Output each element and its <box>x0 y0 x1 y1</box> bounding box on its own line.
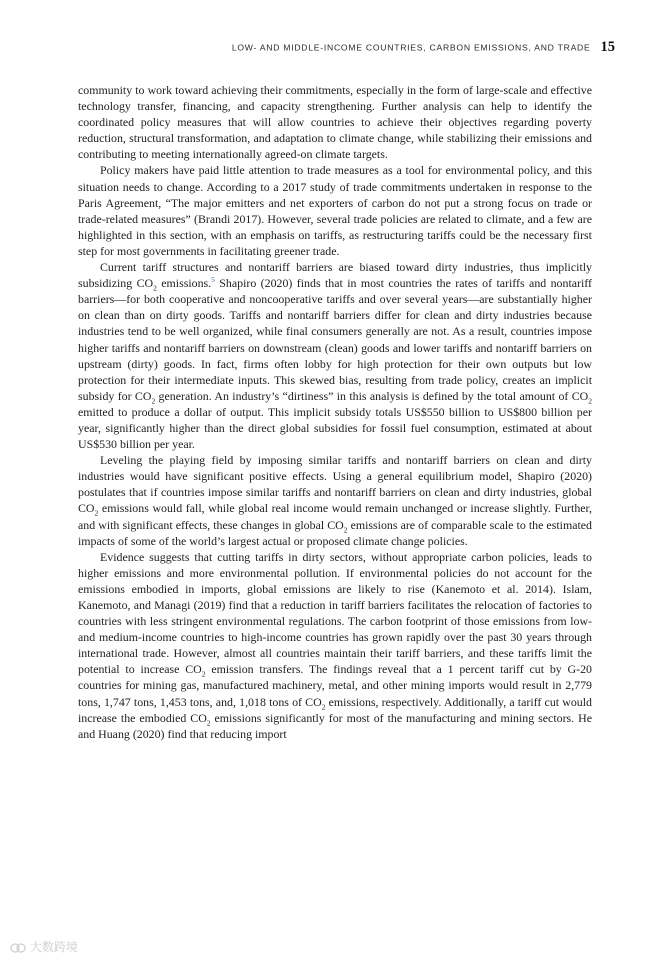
paragraph <box>78 549 592 742</box>
subscript: 2 <box>151 396 156 406</box>
subscript: 2 <box>321 701 326 711</box>
text-run: emission transfers. The findings reveal that a 1 percent tariff cut by G-20 countries for mining gas, manufactured machinery, metal, and other mining imports would result in 2,779 tons, 1,747 tons, 1,453 tons, and, 1,018 tons of CO <box>78 662 592 709</box>
text-run: Policy makers have paid little attention to trade measures as a tool for environmental policy, and this situation needs to change. According to a 2017 study of trade commitments undertaken in response to the Paris Agreement, “The major emitters and net exporters of carbon do not put a strong focus on trade or trade-related measures” (Brandi 2017). However, several trade policies are related to climate, and a few are highlighted in this section, with an emphasis on tariffs, as restructuring tariffs could be the necessary first step for most governments in facilitating greener trade. <box>78 163 592 258</box>
text-run: emissions significantly for most of the manufacturing and mining sectors. He and Huang (2020) find that reducing import <box>78 710 592 741</box>
watermark <box>10 938 78 955</box>
text-run: emissions. <box>156 276 212 291</box>
paragraph <box>78 452 592 549</box>
subscript: 2 <box>153 283 157 293</box>
text-run: community to work toward achieving their commitments, especially in the form of large-scale and effective technology transfer, financing, and capacity strengthening. Further analysis can help to identify the coordinated policy measures that will allow countries to achieve their objectives regarding poverty reduction, structural transformation, and adaptation to climate change, while stabilizing their emissions and contributing to meeting internationally agreed-on climate targets. <box>78 83 592 162</box>
paragraph <box>78 82 592 162</box>
subscript: 2 <box>206 718 211 728</box>
paragraph <box>78 259 592 452</box>
text-run: Evidence suggests that cutting tariffs in dirty sectors, without appropriate carbon policies, leads to higher emissions and more environmental pollution. If environmental policies do not account for the emissions embodied in imports, global emissions are likely to rise (Kanemoto et al. 2014). Islam, Kanemoto, and Managi (2019) find that a reduction in tariff barriers facilitates the relocation of factories to countries with less stringent environmental regulations. The carbon footprint of those emissions from low- and medium-income countries to high-income countries has grown rapidly over the past 30 years through international trade. However, almost all countries maintain their tariff barriers, and these tariffs limit the potential to increase CO <box>78 549 592 677</box>
text-run: emissions, respectively. Additionally, a tariff cut would increase the embodied CO <box>78 694 592 725</box>
subscript: 2 <box>343 524 348 534</box>
text-run: emissions would fall, while global real income would remain unchanged or increase slightly. Further, and with significant effects, these changes in global CO <box>78 501 592 532</box>
text-run: Leveling the playing field by imposing similar tariffs and nontariff barriers on clean and dirty industries would have significant positive effects. Using a general equilibrium model, Shapiro (2020) postulates that if countries impose similar tariffs and nontariff barriers on clean and dirty industries, global CO <box>78 453 592 516</box>
text-run: Current tariff structures and nontariff barriers are biased toward dirty industries, thus implicitly subsidizing CO <box>78 260 592 291</box>
footnote-ref[interactable]: 5 <box>211 275 215 285</box>
subscript: 2 <box>588 396 592 406</box>
page-number: 15 <box>600 38 615 55</box>
paragraph <box>78 162 592 259</box>
body-text <box>78 82 592 742</box>
text-run: emitted to produce a dollar of output. This implicit subsidy totals US$550 billion to US$800 billion per year, significantly higher than the direct global subsidies for fossil fuel consumption, estimated at about US$530 billion per year. <box>78 404 592 452</box>
text-run: Shapiro (2020) finds that in most countries the rates of tariffs and nontariff barriers—for both cooperative and noncooperative tariffs and over several years—are substantially higher on clean than on dirty goods. Tariffs and nontariff barriers differ for clean and dirty industries because industries tend to be well organized, while final consumers generally are not. As a result, countries impose higher tariffs and nontariff barriers on downstream (clean) goods and lower tariffs and nontariff barriers on upstream (dirty) goods. In fact, firms often lobby for high protection for their own outputs but low protection for their intermediate inputs. This skewed bias, resulting from trade policy, creates an implicit subsidy for CO <box>78 276 592 403</box>
running-head-title: LOW- AND MIDDLE-INCOME COUNTRIES, CARBON EMISSIONS, AND TRADE <box>231 42 591 53</box>
watermark-logo-icon <box>10 942 26 954</box>
subscript: 2 <box>201 669 206 679</box>
text-run: emissions are of comparable scale to the estimated impacts of some of the world’s largest actual or proposed climate change policies. <box>78 517 592 548</box>
subscript: 2 <box>94 508 99 518</box>
running-header <box>0 38 615 56</box>
text-run: generation. An industry’s “dirtiness” in this analysis is defined by the total amount of CO <box>155 388 589 403</box>
watermark-text: 大数跨境 <box>29 940 78 954</box>
